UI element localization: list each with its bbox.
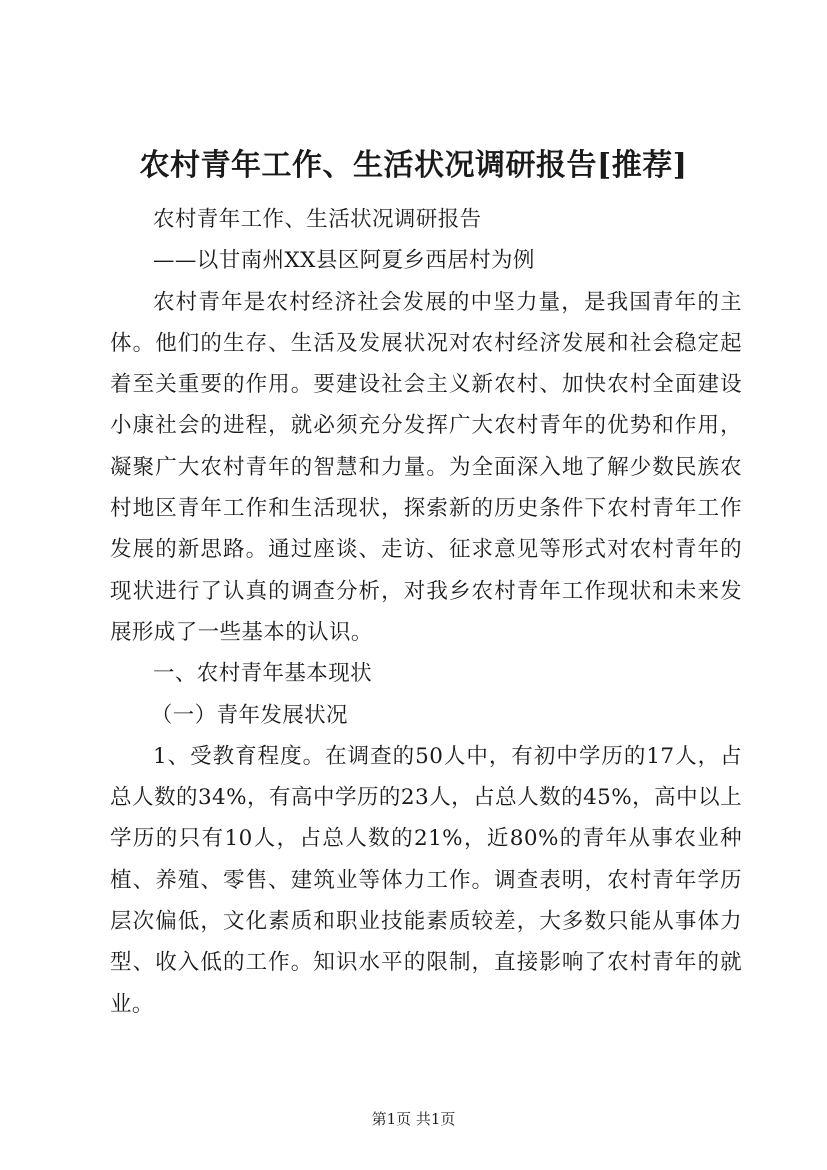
page-footer [0,1108,827,1130]
education-paragraph: 1、受教育程度。在调查的50人中，有初中学历的17人，占总人数的34%，有高中学历的23人，占总人数的45%，高中以上学历的只有10人，占总人数的21%，近80%的青年从事农业种植、养殖、零售、建筑业等体力工作。调查表明，农村青年学历层次偏低，文化素质和职业技能素质较差，大多数只能从事体力型、收入低的工作。知识水平的限制，直接影响了农村青年的就业。 [110,743,742,1017]
subsection-heading: （一）青年发展状况 [150,702,348,728]
intro-paragraph: 农村青年是农村经济社会发展的中坚力量，是我国青年的主体。他们的生存、生活及发展状况对农村经济发展和社会稳定起着至关重要的作用。要建设社会主义新农村、加快农村全面建设小康社会的进程，就必须充分发挥广大农村青年的优势和作用，凝聚广大农村青年的智慧和力量。为全面深入地了解少数民族农村地区青年工作和生活现状，探索新的历史条件下农村青年工作发展的新思路。通过座谈、走访、征求意见等形式对农村青年的现状进行了认真的调查分析，对我乡农村青年工作现状和未来发展形成了一些基本的认识。 [110,289,742,645]
subtitle: 农村青年工作、生活状况调研报告 [153,207,482,232]
section-heading: 一、农村青年基本现状 [153,661,373,687]
page-number: 第1页 共1页 [371,1110,456,1128]
subtitle-example: ——以甘南州XX县区阿夏乡西居村为例 [153,248,535,274]
document-body [110,199,742,1025]
document-title: 农村青年工作、生活状况调研报告[推荐] [139,148,688,183]
